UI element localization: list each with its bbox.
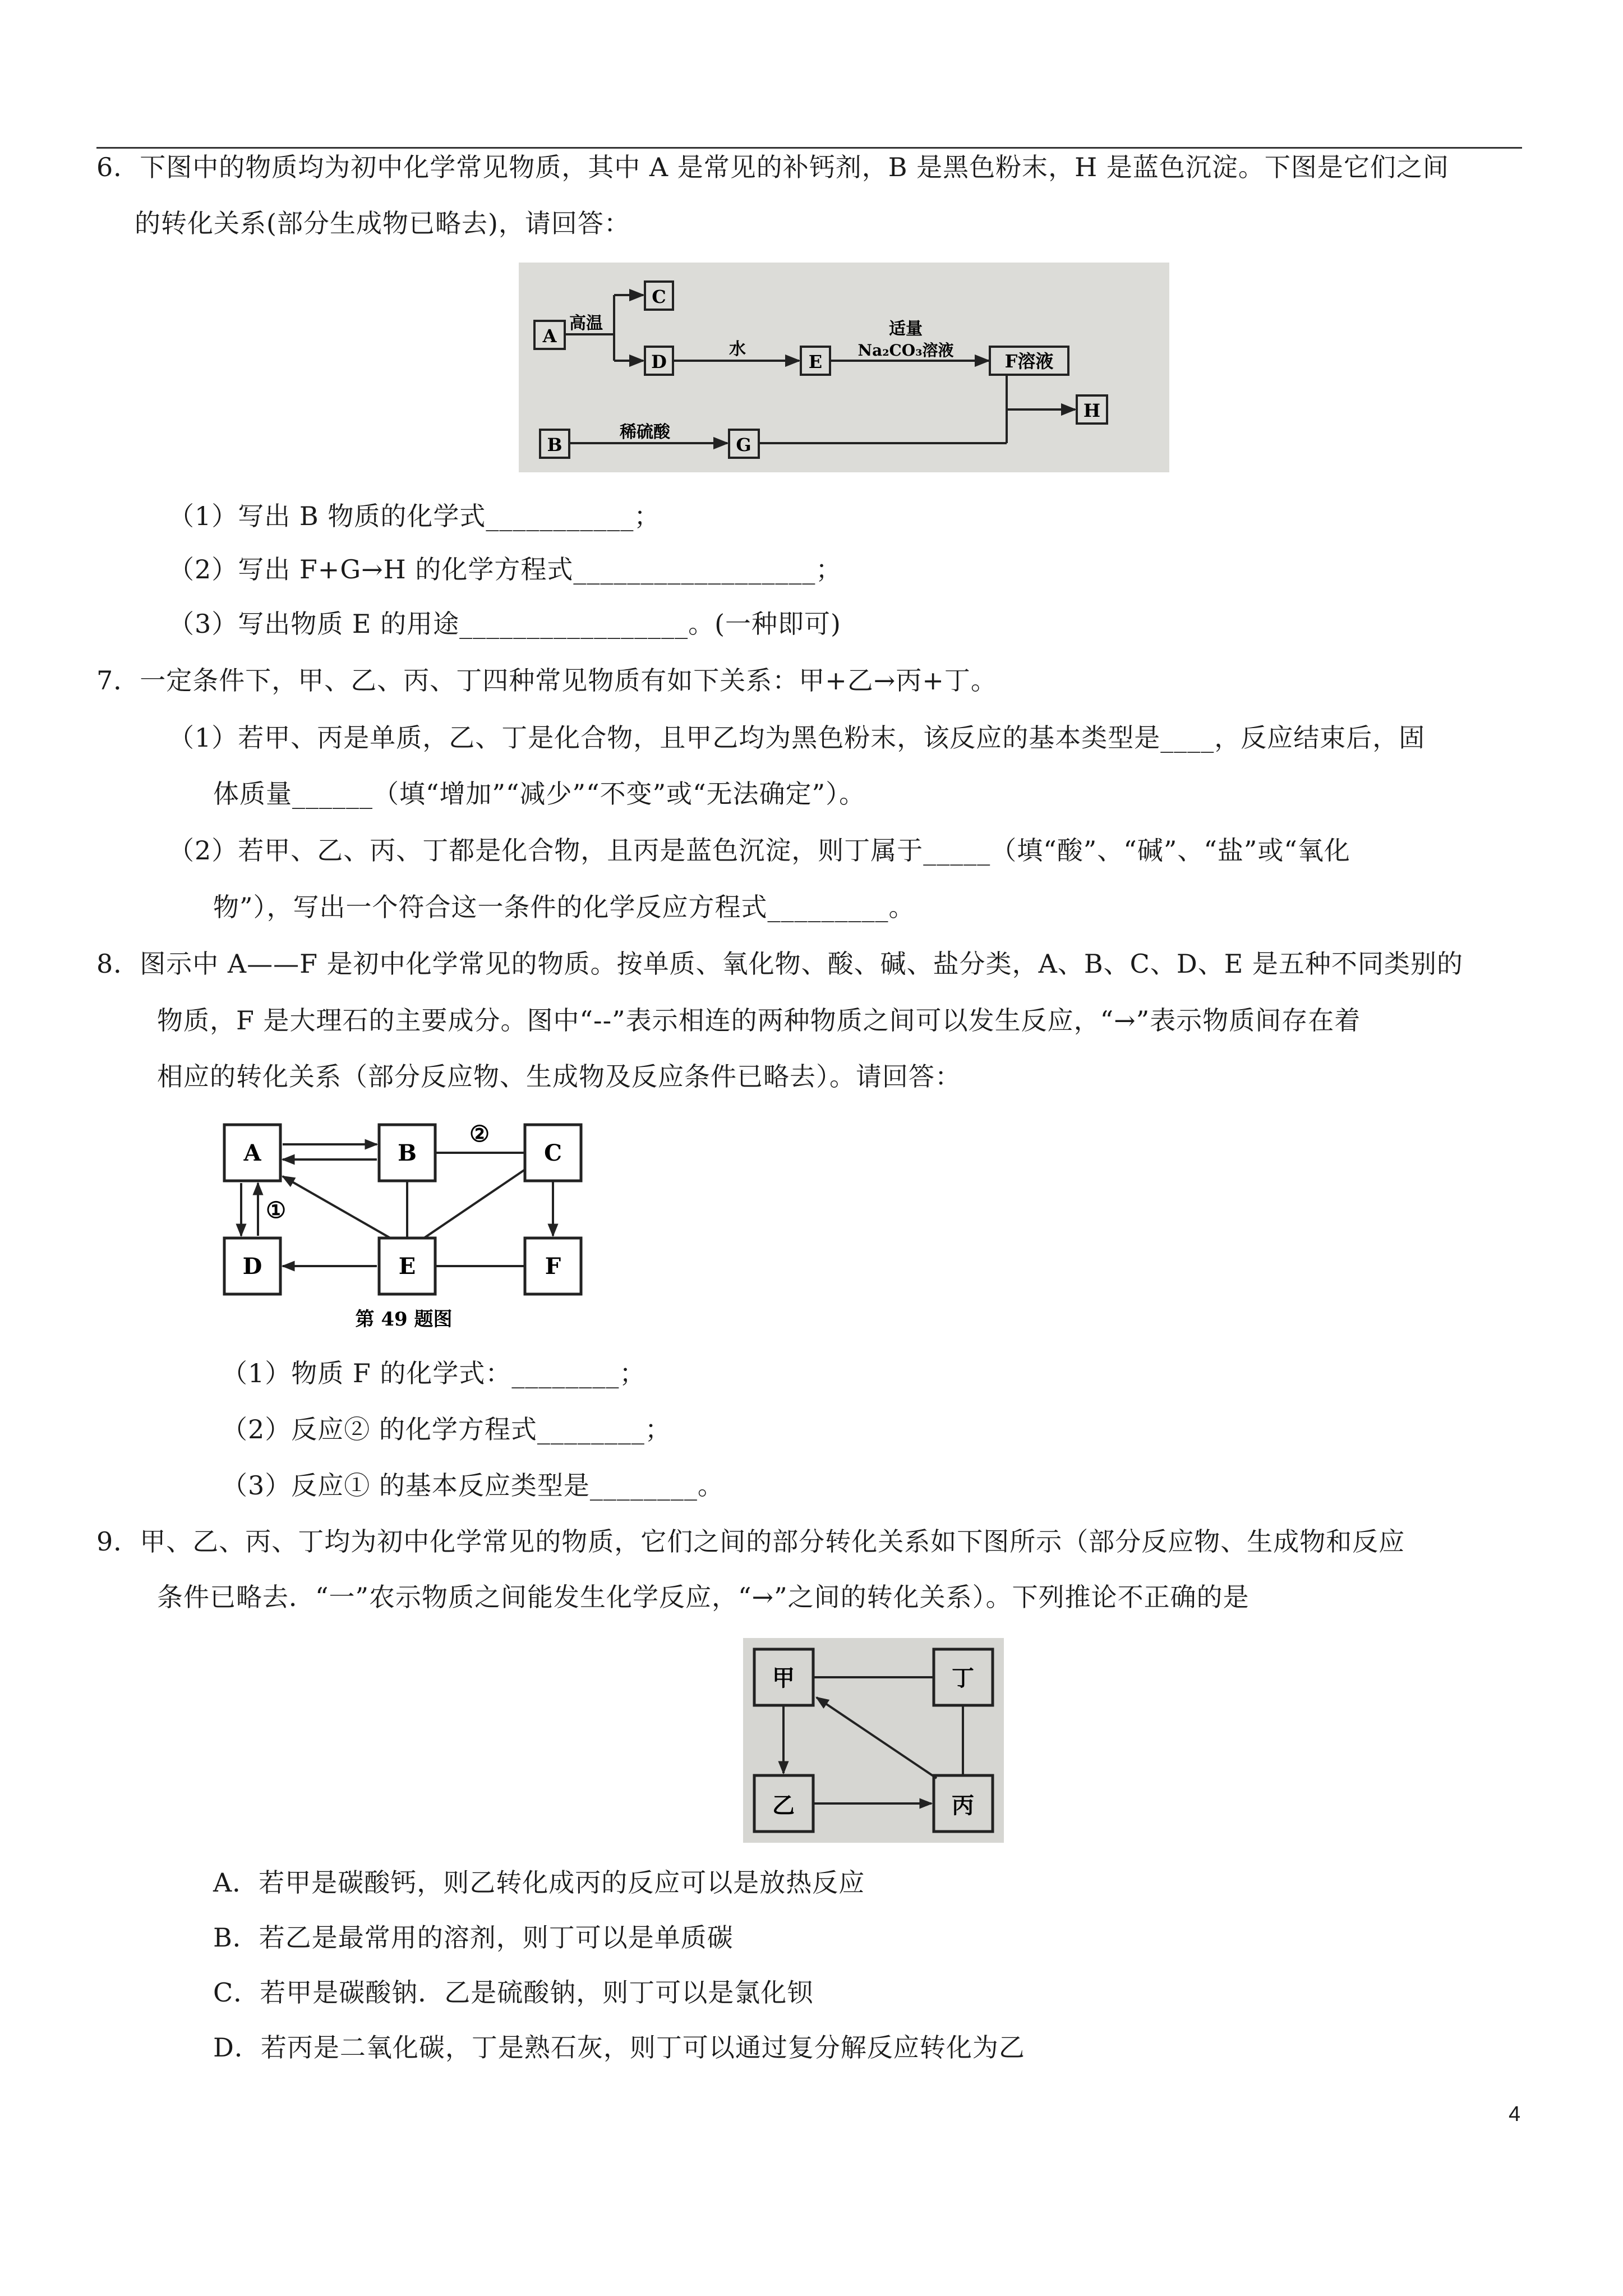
q8-sub3: （3）反应① 的基本反应类型是________。 <box>222 1470 724 1501</box>
node-bing: 丙 <box>952 1792 974 1819</box>
node-C: C <box>652 286 666 307</box>
q7-sub1-line2: 体质量______（填“增加”“减少”“不变”或“无法确定”）。 <box>213 779 866 809</box>
q8-sub1: （1）物质 F 的化学式：________； <box>222 1358 646 1388</box>
q6-stem-line1: 6．下图中的物质均为初中化学常见物质，其中 A 是常见的补钙剂，B 是黑色粉末，H 是蓝色沉淀。下图是它们之间 <box>96 152 1449 182</box>
q6-stem-line2: 的转化关系(部分生成物已略去)，请回答： <box>135 208 630 238</box>
node-G: G <box>736 434 751 455</box>
node-A: A <box>243 1140 261 1166</box>
label-xiliusuan: 稀硫酸 <box>620 422 670 442</box>
node-B: B <box>547 434 562 455</box>
figure-caption: 第 49 题图 <box>355 1308 453 1331</box>
page-number: 4 <box>1509 2102 1521 2126</box>
q7-sub2-line1: （2）若甲、乙、丙、丁都是化合物，且丙是蓝色沉淀，则丁属于_____（填“酸”、“碱”、“盐”或“氧化 <box>168 835 1350 866</box>
q9-option-a: A．若甲是碳酸钙，则乙转化成丙的反应可以是放热反应 <box>213 1867 865 1898</box>
node-H: H <box>1083 400 1101 421</box>
q9-option-d: D．若丙是二氧化碳，丁是熟石灰，则丁可以通过复分解反应转化为乙 <box>213 2032 1025 2063</box>
node-F: F溶液 <box>1004 351 1054 372</box>
node-ding: 丁 <box>952 1665 974 1691</box>
q6-sub2: （2）写出 F+G→H 的化学方程式__________________； <box>168 554 842 585</box>
node-D: D <box>651 351 667 372</box>
q7-sub1-line1: （1）若甲、丙是单质，乙、丁是化合物，且甲乙均为黑色粉末，该反应的基本类型是____，反应结束后，固 <box>168 723 1426 753</box>
q9-stem-line1: 9．甲、乙、丙、丁均为初中化学常见的物质，它们之间的部分转化关系如下图所示（部分反应物、生成物和反应 <box>96 1526 1405 1557</box>
q6-sub1: （1）写出 B 物质的化学式___________； <box>168 501 661 531</box>
q8-sub2: （2）反应② 的化学方程式________； <box>222 1414 671 1444</box>
q8-stem-line2: 物质，F 是大理石的主要成分。图中“--”表示相连的两种物质之间可以发生反应，“→”表示物质间存在着 <box>157 1005 1361 1036</box>
node-F: F <box>545 1253 561 1280</box>
node-A: A <box>542 325 557 347</box>
node-D: D <box>242 1253 262 1280</box>
q6-flowchart <box>519 263 1169 472</box>
label-shiliang: 适量 <box>889 319 923 339</box>
q9-stem-line2: 条件已略去．“一”农示物质之间能发生化学反应，“→”之间的转化关系）。下列推论不正确的是 <box>157 1582 1249 1612</box>
node-E: E <box>808 351 823 372</box>
q9-option-c: C．若甲是碳酸钠．乙是硫酸钠，则丁可以是氯化钡 <box>213 1977 814 2008</box>
q9-relation-diagram <box>743 1638 1004 1843</box>
header-rule <box>96 147 1522 149</box>
label-shui: 水 <box>729 339 746 359</box>
reaction-mark-1: ① <box>266 1197 286 1223</box>
reaction-mark-2: ② <box>469 1121 490 1147</box>
q7-stem: 7．一定条件下，甲、乙、丙、丁四种常见物质有如下关系：甲+乙→丙+丁。 <box>96 665 997 696</box>
label-gaowen: 高温 <box>569 314 603 333</box>
q8-relation-diagram <box>213 1114 594 1338</box>
node-B: B <box>398 1140 417 1166</box>
q7-sub2-line2: 物”），写出一个符合这一条件的化学反应方程式_________。 <box>213 892 915 922</box>
node-yi: 乙 <box>772 1792 795 1819</box>
node-E: E <box>398 1253 416 1280</box>
q8-stem-line3: 相应的转化关系（部分反应物、生成物及反应条件已略去）。请回答： <box>157 1061 961 1092</box>
label-na2co3: Na₂CO₃溶液 <box>857 341 954 360</box>
node-jia: 甲 <box>772 1665 795 1691</box>
q6-sub3: （3）写出物质 E 的用途_________________。(一种即可) <box>168 609 841 639</box>
q8-stem-line1: 8．图示中 A——F 是初中化学常见的物质。按单质、氧化物、酸、碱、盐分类，A、B、C、D、E 是五种不同类别的 <box>96 949 1463 979</box>
node-C: C <box>544 1140 562 1166</box>
q9-option-b: B．若乙是最常用的溶剂，则丁可以是单质碳 <box>213 1922 734 1953</box>
